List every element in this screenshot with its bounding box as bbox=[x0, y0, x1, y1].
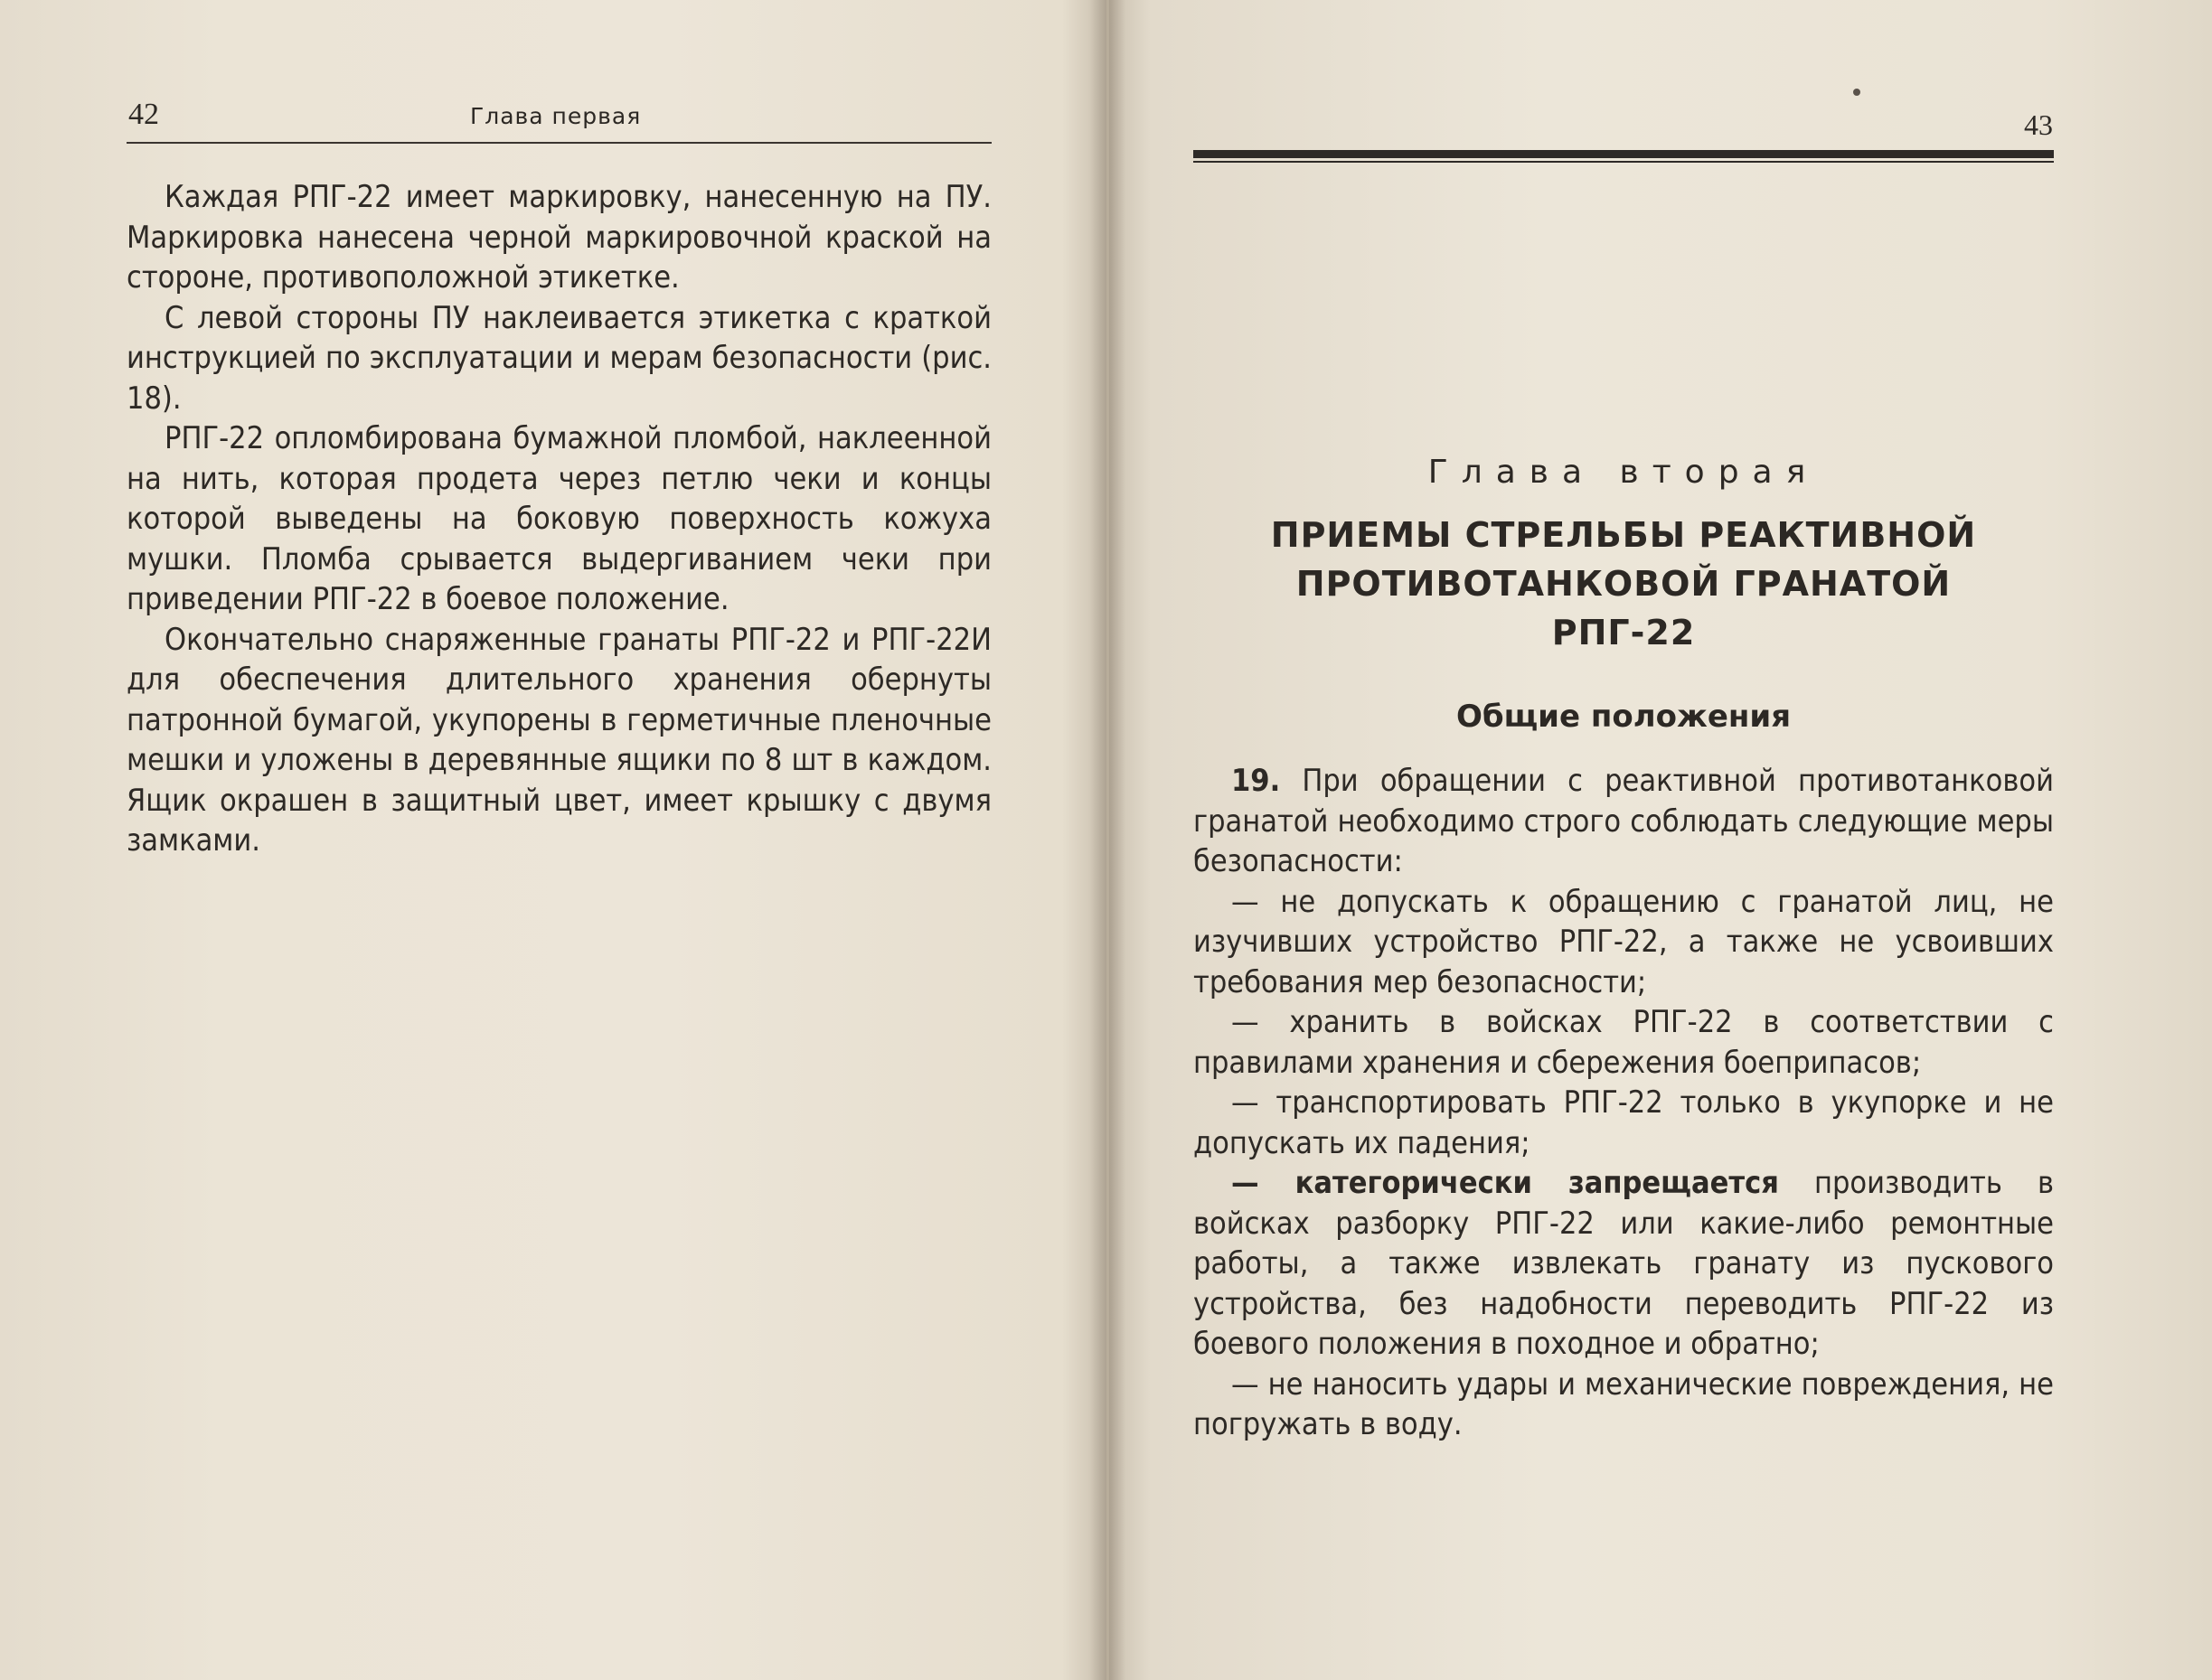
prohibition-rest: производить в войсках разборку РПГ-22 или какие-либо ремонтные работы, а также извлекать гранату из пускового устройства, без надобности переводить РПГ-22 из боевого положения в походное и обратно; bbox=[1193, 1165, 2054, 1362]
item-number: 19. bbox=[1231, 763, 1281, 799]
intro-text: При обращении с реактивной противотанковой гранатой необходимо строго соблюдать следующие меры безопасности: bbox=[1193, 763, 2054, 879]
left-paragraph-1: Каждая РПГ-22 имеет маркировку, нанесенную на ПУ. Маркировка нанесена черной маркировочной краской на стороне, противоположной этикетке. bbox=[127, 179, 992, 296]
left-running-title: Глава первая bbox=[470, 103, 642, 129]
left-paragraph-4: Окончательно снаряженные гранаты РПГ-22 и РПГ-22И для обеспечения длительного хранения обернуты патронной бумагой, укупорены в герметичные пленочные мешки и уложены в деревянные ящики по 8 шт в каждом. Ящик окрашен в защитный цвет, имеет крышку с двумя замками. bbox=[127, 621, 992, 859]
chapter-title bbox=[1193, 511, 2054, 657]
left-paragraph-2: С левой стороны ПУ наклеивается этикетка с краткой инструкцией по эксплуатации и мерам безопасности (рис. 18). bbox=[127, 299, 992, 417]
prohibition-rule bbox=[1193, 1163, 2054, 1365]
chapter-label: Глава вторая bbox=[1427, 454, 1820, 491]
intro-paragraph bbox=[1193, 761, 2054, 882]
rule-1: — не допускать к обращению с гранатой лиц, не изучивших устройство РПГ-22, а также не усвоивших требования мер безопасности; bbox=[1193, 883, 2054, 1000]
rule-3: — транспортировать РПГ-22 только в укупорке и не допускать их падения; bbox=[1193, 1084, 2054, 1161]
chapter-title-line-1: ПРИЕМЫ СТРЕЛЬБЫ РЕАКТИВНОЙ bbox=[1270, 515, 1977, 555]
left-header-rule bbox=[127, 142, 992, 144]
right-body-text bbox=[1193, 761, 2054, 1445]
rule-last: — не наносить удары и механические повреждения, не погружать в воду. bbox=[1193, 1366, 2054, 1442]
right-header-thin-rule bbox=[1193, 161, 2054, 163]
print-speck bbox=[1853, 89, 1860, 96]
section-title: Общие положения bbox=[1455, 699, 1792, 735]
left-paragraph-3: РПГ-22 опломбирована бумажной пломбой, наклеенной на нить, которая продета через петлю чеки и концы которой выведены на боковую поверхность кожуха мушки. Пломба срывается выдергиванием чеки при приведении РПГ-22 в боевое положение. bbox=[127, 420, 992, 617]
chapter-title-line-3: РПГ-22 bbox=[1551, 613, 1696, 652]
prohibition-lead: — категорически запрещается bbox=[1231, 1165, 1779, 1201]
chapter-title-line-2: ПРОТИВОТАНКОВОЙ ГРАНАТОЙ bbox=[1295, 564, 1952, 604]
left-body-text bbox=[127, 177, 992, 861]
right-page bbox=[1107, 0, 2212, 1680]
rule-2: — хранить в войсках РПГ-22 в соответствии с правилами хранения и сбережения боеприпасов; bbox=[1193, 1004, 2054, 1081]
right-page-number: 43 bbox=[2024, 108, 2053, 141]
left-page-number: 42 bbox=[128, 98, 159, 131]
right-header-thick-rule bbox=[1193, 150, 2054, 158]
